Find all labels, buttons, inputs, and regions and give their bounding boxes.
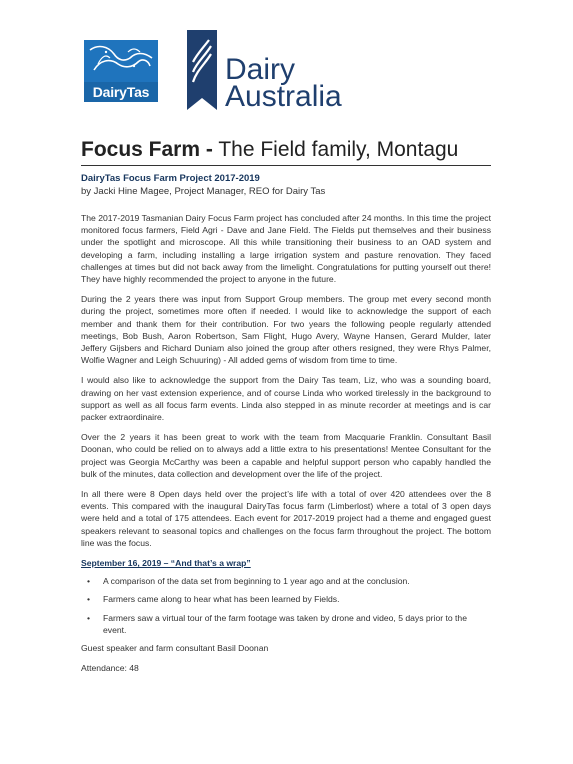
article-body	[81, 212, 491, 683]
bullet-icon: •	[87, 612, 91, 623]
list-item	[81, 575, 491, 587]
bullet-icon: •	[87, 576, 91, 587]
list-item	[81, 593, 491, 605]
dairy-australia-wordmark-line2: Australia	[225, 80, 342, 113]
guest-speaker-line: Guest speaker and farm consultant Basil Doonan	[81, 643, 269, 654]
bullet-icon: •	[87, 594, 91, 605]
paragraph-support-group: During the 2 years there was input from Support Group members. The group met every second month during the project, sometimes more often if needed. I would like to acknowledge the support of each member and thank them for their contribution. For two years the following people regularly attended meetings, Bob Bush, Aaron Robertson, Sam Flight, Hugo Avery, Wayne Hansen, Gerard Mulder, later Jeffery Gijsbers and Richard Duniam also joined the group after others resigned, they were Rhys Palmer, Wolfie Wagner and Leigh Schuuring) - All added gems of wisdom from time to time.	[81, 294, 491, 366]
list-item-text: A comparison of the data set from beginning to 1 year ago and at the conclusion.	[103, 576, 410, 587]
paragraph-macquarie-franklin: Over the 2 years it has been great to work with the team from Macquarie Franklin. Consultant Basil Doonan, who could be relied on to always add a little extra to his presentations! Mentee Consultant for the project was Georgia McCarthy was been a capable and helpful support person who capably handled the bulk of the minutes, data collection and development over the life of the project.	[81, 432, 491, 479]
title-rule	[81, 165, 491, 166]
list-item-text: Farmers saw a virtual tour of the farm footage was taken by drone and video, 5 days prior to the event.	[103, 612, 467, 635]
dairy-australia-ribbon-mark	[187, 30, 217, 110]
dairytas-wordmark: DairyTas	[92, 84, 150, 100]
dairy-australia-wordmark-line1: Dairy	[225, 53, 296, 86]
project-heading: DairyTas Focus Farm Project 2017-2019	[81, 173, 260, 184]
event-heading: September 16, 2019 – “And that’s a wrap”	[81, 558, 251, 569]
dairytas-logo	[84, 40, 158, 102]
paragraph-dairytas-team: I would also like to acknowledge the support from the Dairy Tas team, Liz, who was a sounding board, drawing on her vast extension experience, and of course Linda who worked tirelessly in the background to support as well as all focus farm events. Linda also stepped in as minute recorder at meetings and is car packer extraordinaire.	[81, 375, 491, 423]
attendance-line: Attendance: 48	[81, 663, 139, 674]
list-item	[81, 612, 491, 636]
author-line: by Jacki Hine Magee, Project Manager, REO for Dairy Tas	[81, 186, 326, 197]
article-subhead	[81, 172, 325, 198]
paragraph-open-days: In all there were 8 Open days held over the project’s life with a total of over 420 attendees over the 8 events. This compared with the inaugural DairyTas focus farm (Limberlost) where a total of 3 open days were held and a total of 175 attendees. Each event for 2017-2019 project had a theme and engaged guest speakers relevant to seasonal topics and challenges on the focus farm throughout the project. The bottom line was the focus.	[81, 489, 491, 548]
event-bullet-list	[81, 575, 491, 636]
page-title	[81, 137, 491, 163]
page-title-rest: The Field family, Montagu	[212, 138, 459, 161]
list-item-text: Farmers came along to hear what has been learned by Fields.	[103, 594, 340, 605]
paragraph-intro: The 2017-2019 Tasmanian Dairy Focus Farm project has concluded after 24 months. In this time the project monitored focus farmers, Field Agri - Dave and Jane Field. The Fields put themselves and their business under the spotlight and microscope. All this while transitioning their business to an OAD system and developing a farm, including installing a large irrigation system and pasture renovation. They faced challenges at times but did not back away from the limelight. Congratulations for putting yourself out there! They have highly recommended the project to anyone in the future.	[81, 213, 491, 285]
page-title-bold: Focus Farm -	[81, 138, 213, 161]
dairy-australia-logo	[187, 30, 342, 113]
page-title-block	[81, 137, 491, 163]
